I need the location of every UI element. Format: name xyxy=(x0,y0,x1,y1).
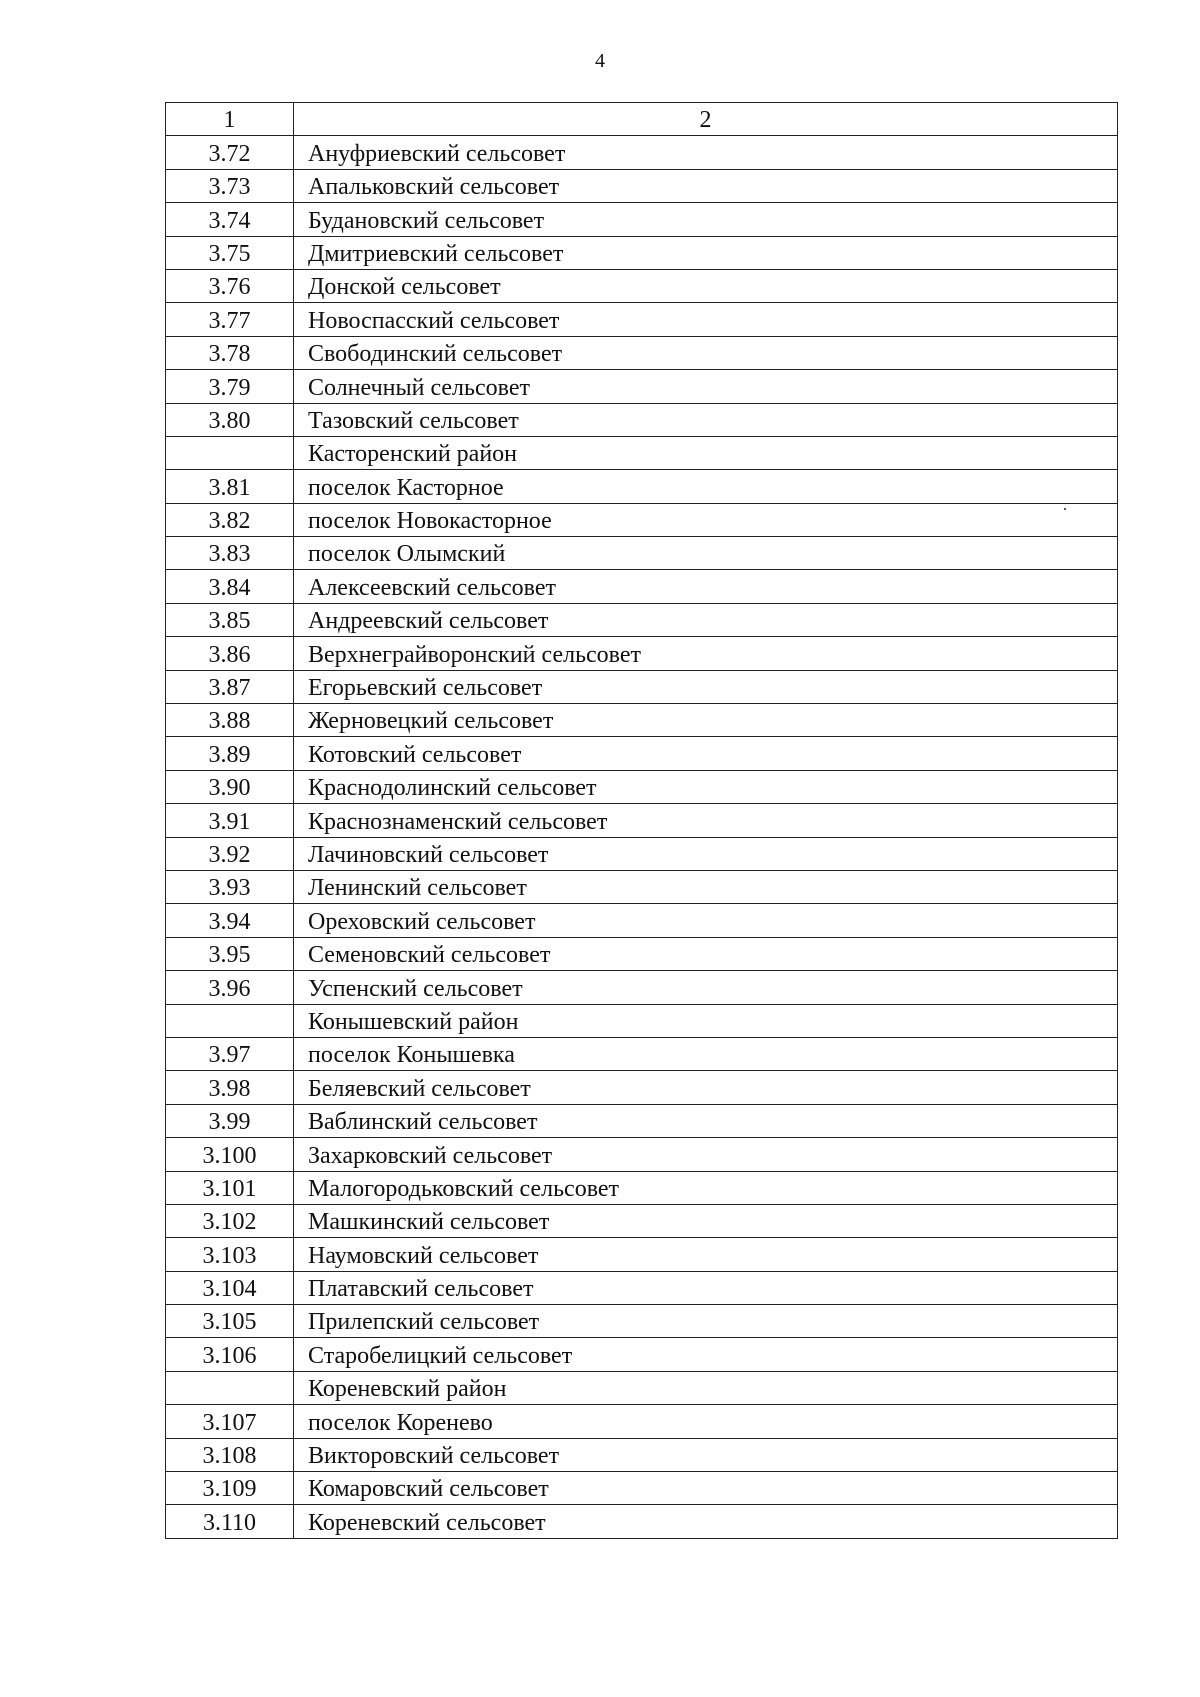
column-header-1: 1 xyxy=(166,103,294,136)
table-row xyxy=(166,403,1118,436)
settlement-name-cell: Машкинский сельсовет xyxy=(294,1204,1118,1237)
row-number-cell: 3.105 xyxy=(166,1305,294,1338)
settlement-name-cell: поселок Конышевка xyxy=(294,1037,1118,1070)
settlement-name-cell: Захарковский сельсовет xyxy=(294,1138,1118,1171)
row-number-cell xyxy=(166,1004,294,1037)
row-number-cell: 3.99 xyxy=(166,1104,294,1137)
table-header xyxy=(166,103,1118,136)
settlement-name-cell: Краснодолинский сельсовет xyxy=(294,770,1118,803)
district-name-cell: Кореневский район xyxy=(294,1371,1118,1404)
settlement-name-cell: Котовский сельсовет xyxy=(294,737,1118,770)
row-number-cell: 3.102 xyxy=(166,1204,294,1237)
settlement-name-cell: Тазовский сельсовет xyxy=(294,403,1118,436)
settlement-name-cell: поселок Олымский xyxy=(294,537,1118,570)
table-row xyxy=(166,737,1118,770)
table-row xyxy=(166,1472,1118,1505)
row-number-cell: 3.107 xyxy=(166,1405,294,1438)
district-name-cell: Касторенский район xyxy=(294,436,1118,469)
settlement-name-cell: поселок Коренево xyxy=(294,1405,1118,1438)
settlement-name-cell: Беляевский сельсовет xyxy=(294,1071,1118,1104)
row-number-cell: 3.85 xyxy=(166,603,294,636)
row-number-cell: 3.110 xyxy=(166,1505,294,1538)
settlement-name-cell: Алексеевский сельсовет xyxy=(294,570,1118,603)
table-row xyxy=(166,370,1118,403)
settlement-name-cell: Жерновецкий сельсовет xyxy=(294,704,1118,737)
settlement-name-cell: Ленинский сельсовет xyxy=(294,870,1118,903)
table-row xyxy=(166,136,1118,169)
row-number-cell: 3.87 xyxy=(166,670,294,703)
table-row xyxy=(166,570,1118,603)
settlement-name-cell: Егорьевский сельсовет xyxy=(294,670,1118,703)
table-row xyxy=(166,1138,1118,1171)
table-row xyxy=(166,1438,1118,1471)
settlement-name-cell: Кореневский сельсовет xyxy=(294,1505,1118,1538)
table-row xyxy=(166,1171,1118,1204)
row-number-cell: 3.92 xyxy=(166,837,294,870)
settlement-name-cell: Успенский сельсовет xyxy=(294,971,1118,1004)
settlement-name-cell: Будановский сельсовет xyxy=(294,203,1118,236)
district-header-row xyxy=(166,436,1118,469)
table-row xyxy=(166,470,1118,503)
table-row xyxy=(166,770,1118,803)
row-number-cell: 3.108 xyxy=(166,1438,294,1471)
settlement-name-cell: Семеновский сельсовет xyxy=(294,937,1118,970)
row-number-cell: 3.79 xyxy=(166,370,294,403)
row-number-cell: 3.84 xyxy=(166,570,294,603)
settlement-name-cell: Свободинский сельсовет xyxy=(294,336,1118,369)
settlement-name-cell: Наумовский сельсовет xyxy=(294,1238,1118,1271)
table-row xyxy=(166,603,1118,636)
table-row xyxy=(166,670,1118,703)
row-number-cell: 3.93 xyxy=(166,870,294,903)
district-header-row xyxy=(166,1004,1118,1037)
settlement-name-cell: поселок Новокасторное xyxy=(294,503,1118,536)
row-number-cell: 3.74 xyxy=(166,203,294,236)
header-row xyxy=(166,103,1118,136)
settlement-name-cell: Комаровский сельсовет xyxy=(294,1472,1118,1505)
scan-speck xyxy=(1064,508,1066,510)
settlement-name-cell: Новоспасский сельсовет xyxy=(294,303,1118,336)
table-row xyxy=(166,937,1118,970)
table-row xyxy=(166,1505,1118,1538)
row-number-cell: 3.77 xyxy=(166,303,294,336)
table-row xyxy=(166,804,1118,837)
table-row xyxy=(166,1338,1118,1371)
district-header-row xyxy=(166,1371,1118,1404)
settlement-name-cell: Лачиновский сельсовет xyxy=(294,837,1118,870)
settlements-table xyxy=(165,102,1118,1539)
table-row xyxy=(166,1271,1118,1304)
settlement-name-cell: Ореховский сельсовет xyxy=(294,904,1118,937)
settlement-name-cell: Прилепский сельсовет xyxy=(294,1305,1118,1338)
table-row xyxy=(166,904,1118,937)
settlement-name-cell: поселок Касторное xyxy=(294,470,1118,503)
table-row xyxy=(166,971,1118,1004)
settlement-name-cell: Ваблинский сельсовет xyxy=(294,1104,1118,1137)
table-row xyxy=(166,1305,1118,1338)
row-number-cell: 3.86 xyxy=(166,637,294,670)
row-number-cell: 3.80 xyxy=(166,403,294,436)
table-row xyxy=(166,1104,1118,1137)
settlement-name-cell: Викторовский сельсовет xyxy=(294,1438,1118,1471)
settlement-name-cell: Андреевский сельсовет xyxy=(294,603,1118,636)
page-number: 4 xyxy=(595,50,605,72)
column-header-2: 2 xyxy=(294,103,1118,136)
table-row xyxy=(166,269,1118,302)
table-row xyxy=(166,1204,1118,1237)
row-number-cell xyxy=(166,436,294,469)
row-number-cell: 3.73 xyxy=(166,169,294,202)
row-number-cell: 3.72 xyxy=(166,136,294,169)
table-row xyxy=(166,1071,1118,1104)
row-number-cell xyxy=(166,1371,294,1404)
row-number-cell: 3.96 xyxy=(166,971,294,1004)
settlement-name-cell: Малогородьковский сельсовет xyxy=(294,1171,1118,1204)
row-number-cell: 3.95 xyxy=(166,937,294,970)
row-number-cell: 3.90 xyxy=(166,770,294,803)
table-row xyxy=(166,336,1118,369)
table-row xyxy=(166,870,1118,903)
row-number-cell: 3.97 xyxy=(166,1037,294,1070)
settlement-name-cell: Донской сельсовет xyxy=(294,269,1118,302)
table-row xyxy=(166,1405,1118,1438)
row-number-cell: 3.78 xyxy=(166,336,294,369)
table-row xyxy=(166,1037,1118,1070)
row-number-cell: 3.94 xyxy=(166,904,294,937)
table-row xyxy=(166,303,1118,336)
settlement-name-cell: Платавский сельсовет xyxy=(294,1271,1118,1304)
row-number-cell: 3.89 xyxy=(166,737,294,770)
row-number-cell: 3.75 xyxy=(166,236,294,269)
settlement-name-cell: Дмитриевский сельсовет xyxy=(294,236,1118,269)
table-row xyxy=(166,637,1118,670)
table-row xyxy=(166,537,1118,570)
row-number-cell: 3.98 xyxy=(166,1071,294,1104)
row-number-cell: 3.106 xyxy=(166,1338,294,1371)
row-number-cell: 3.109 xyxy=(166,1472,294,1505)
settlement-name-cell: Ануфриевский сельсовет xyxy=(294,136,1118,169)
row-number-cell: 3.103 xyxy=(166,1238,294,1271)
table-row xyxy=(166,503,1118,536)
table-row xyxy=(166,704,1118,737)
table-row xyxy=(166,236,1118,269)
settlement-name-cell: Верхнеграйворонский сельсовет xyxy=(294,637,1118,670)
settlement-name-cell: Солнечный сельсовет xyxy=(294,370,1118,403)
table-row xyxy=(166,203,1118,236)
row-number-cell: 3.82 xyxy=(166,503,294,536)
table-row xyxy=(166,837,1118,870)
row-number-cell: 3.81 xyxy=(166,470,294,503)
district-name-cell: Конышевский район xyxy=(294,1004,1118,1037)
settlement-name-cell: Краснознаменский сельсовет xyxy=(294,804,1118,837)
row-number-cell: 3.88 xyxy=(166,704,294,737)
row-number-cell: 3.104 xyxy=(166,1271,294,1304)
table-row xyxy=(166,1238,1118,1271)
row-number-cell: 3.76 xyxy=(166,269,294,302)
row-number-cell: 3.91 xyxy=(166,804,294,837)
row-number-cell: 3.100 xyxy=(166,1138,294,1171)
settlement-name-cell: Старобелицкий сельсовет xyxy=(294,1338,1118,1371)
row-number-cell: 3.83 xyxy=(166,537,294,570)
settlement-name-cell: Апальковский сельсовет xyxy=(294,169,1118,202)
row-number-cell: 3.101 xyxy=(166,1171,294,1204)
table-body xyxy=(166,136,1118,1538)
table-row xyxy=(166,169,1118,202)
